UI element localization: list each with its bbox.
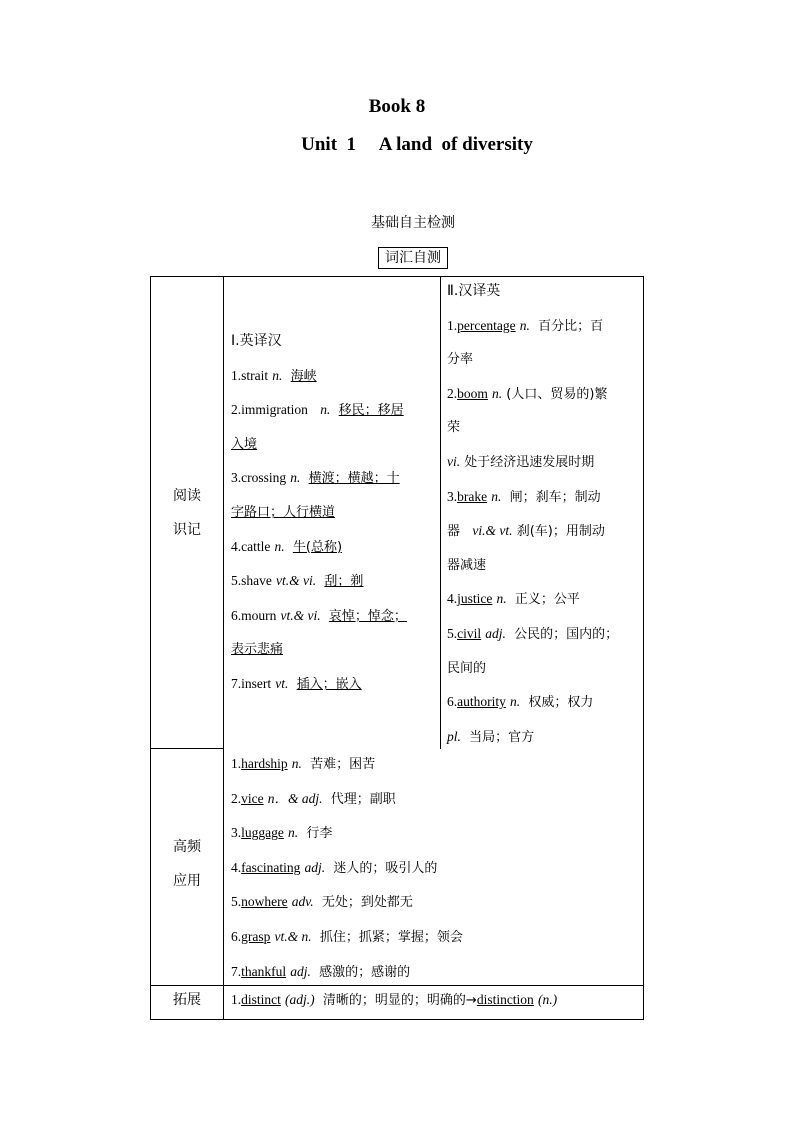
item-number: 4. [447,591,458,607]
item-pos: vt. [275,675,289,691]
item-answer: percentage [457,317,516,333]
item-answer: 表示悲痛 [231,642,284,658]
list-item [447,377,643,412]
item-meaning: 分率 [447,352,474,368]
item-number: 6. [231,607,242,623]
part1-cell [231,325,439,702]
item-answer: brake [457,488,488,504]
item-answer: 海峡 [290,368,317,384]
vocab-self-test-label: 词汇自测 [378,247,448,269]
item-meaning: 百分比；百 [538,318,604,334]
item-meaning: 器减速 [447,557,487,573]
list-item-cont [231,428,439,462]
item-number: 2. [447,385,458,401]
item-meaning: 荣 [447,420,461,436]
list-item [231,885,641,920]
item-pos: adv. [291,894,314,910]
item-number: 4. [231,538,242,554]
item-word: cattle [241,538,271,554]
item-answer: civil [457,625,482,641]
item-number: 7. [231,963,242,979]
item-answer: justice [457,591,493,607]
item-number: 5. [231,894,242,910]
section-title: 基础自主检测 [371,215,455,231]
row-label-line: 识记 [173,522,201,538]
item-answer: distinction [476,992,534,1007]
item-meaning: 迷人的；吸引人的 [333,860,438,876]
item-answer: nowhere [241,894,288,910]
item-pos: n．& adj. [267,790,323,806]
item-pos: pl. [447,728,461,744]
item-pos: vt.& vi. [276,573,317,589]
row-divider-1 [151,748,223,749]
item-meaning: 正义；公平 [514,592,580,608]
list-item [447,685,643,720]
item-number: 7. [231,675,242,691]
row-label-highfreq [151,830,223,898]
item-pos: adj. [304,859,326,875]
item-answer: hardship [241,756,288,771]
item-pos: n. [320,402,331,418]
list-item-cont [231,496,439,530]
list-item [447,582,643,617]
item-meaning: 清晰的；明显的；明确的→ [322,993,477,1008]
item-pos: n. [290,470,301,486]
list-item [231,983,641,1018]
item-pos: vt.& vi. [280,607,321,623]
item-number: 5. [447,625,458,641]
item-number: 1. [231,992,242,1007]
list-item [231,359,439,394]
item-pos: n. [291,756,302,771]
item-answer: 字路口；人行横道 [231,504,336,520]
row-label-line: 应用 [173,873,201,889]
item-word: crossing [241,470,287,486]
item-pos: n. [274,538,285,554]
item-number: 3. [231,825,242,841]
item-meaning: 公民的；国内的； [514,626,619,642]
list-item [231,747,641,782]
list-item [447,617,643,652]
item-pos: adj. [290,963,311,979]
unit-title: Unit 1 A land of diversity [301,134,533,155]
item-pos: n. [519,317,530,333]
item-word: insert [241,675,272,691]
book-title: Book 8 [368,96,426,117]
item-meaning: 抓住；抓紧；掌握；领会 [319,929,463,945]
list-item [447,309,643,344]
item-answer: fascinating [241,859,301,875]
item-pos: vi.& vt. [472,523,513,539]
item-pos: adj. [485,625,506,641]
row-label-line: 高频 [173,839,201,855]
item-word: shave [241,573,272,589]
list-item [231,393,439,428]
label-column-divider [223,277,224,1019]
item-meaning: 行李 [306,826,333,842]
item-answer: authority [457,694,506,710]
item-word: strait [241,367,269,383]
item-meaning: 权威；权力 [528,695,594,711]
item-meaning: 当局；官方 [469,729,535,745]
item-number: 3. [231,470,242,486]
list-item [447,480,643,515]
list-item [231,816,641,851]
item-answer: vice [241,790,264,806]
item-meaning: 无处；到处都无 [321,895,413,911]
item-number: 5. [231,573,242,589]
item-number: 6. [447,694,458,710]
item-answer: boom [457,385,488,401]
item-answer: 牛(总称) [292,539,343,555]
item-meaning: 处于经济迅速发展时期 [464,454,595,470]
list-item-cont [447,445,643,480]
item-answer: 横渡；横越；十 [308,471,400,487]
highfreq-cell [231,747,641,989]
item-pos: n. [288,825,299,841]
item-answer: thankful [241,963,287,979]
item-number: 1. [231,756,242,771]
item-meaning: 代理；副职 [330,791,396,807]
item-pos: (adj.) [285,992,315,1007]
part-divider [440,277,441,749]
item-pos: n. [510,694,521,710]
item-answer: luggage [241,825,284,841]
item-word: immigration [241,402,308,418]
list-item [231,461,439,496]
item-answer: 哀悼；悼念； [328,608,407,624]
item-pos: n. [491,488,502,504]
item-number: 2. [231,790,242,806]
extend-cell [231,983,641,1018]
item-meaning: 感激的；感谢的 [319,964,411,980]
vocabulary-table [150,276,644,1020]
item-pos: n. [272,367,283,383]
item-answer: grasp [241,928,271,944]
list-item-cont [447,549,643,583]
item-answer: distinct [241,992,281,1007]
item-pos: (n.) [537,992,558,1007]
item-pos: vt.& n. [274,928,312,944]
row-label-extend: 拓展 [173,992,201,1008]
item-number: 4. [231,859,242,875]
list-item [231,851,641,886]
item-meaning: 民间的 [447,660,487,676]
item-pos: n. [496,591,507,607]
list-item [231,920,641,955]
list-item [231,564,439,599]
item-number: 1. [447,317,458,333]
list-item [231,599,439,634]
list-item-cont [447,514,643,549]
item-answer: 移民；移居 [338,403,404,419]
item-answer: 插入；嵌入 [296,676,362,692]
row-label-reading [151,479,223,547]
item-meaning: 闸；刹车；制动 [509,489,601,505]
list-item-cont [447,343,643,377]
item-meaning: 刹(车)；用制动 [516,524,605,540]
row-label-line: 阅读 [173,488,201,504]
item-pos: n. [492,385,503,401]
item-number: 2. [231,402,242,418]
list-item [231,530,439,565]
part2-header: Ⅱ.汉译英 [447,283,501,299]
item-pos: vi. [447,453,461,469]
part2-cell [447,275,643,754]
list-item [231,782,641,817]
list-item-cont [447,411,643,445]
part1-header: Ⅰ.英译汉 [231,333,282,349]
item-number: 6. [231,928,242,944]
item-answer: 刮；剃 [324,574,364,590]
item-meaning: 苦难；困苦 [310,757,376,772]
list-item [231,667,439,702]
item-number: 1. [231,367,242,383]
item-meaning: (人口、贸易的)繁 [506,386,608,402]
item-answer: 入境 [231,436,258,452]
item-number: 3. [447,488,458,504]
list-item-cont [447,652,643,686]
item-word: mourn [241,607,277,623]
list-item-cont [231,633,439,667]
item-meaning: 器 [447,524,461,540]
